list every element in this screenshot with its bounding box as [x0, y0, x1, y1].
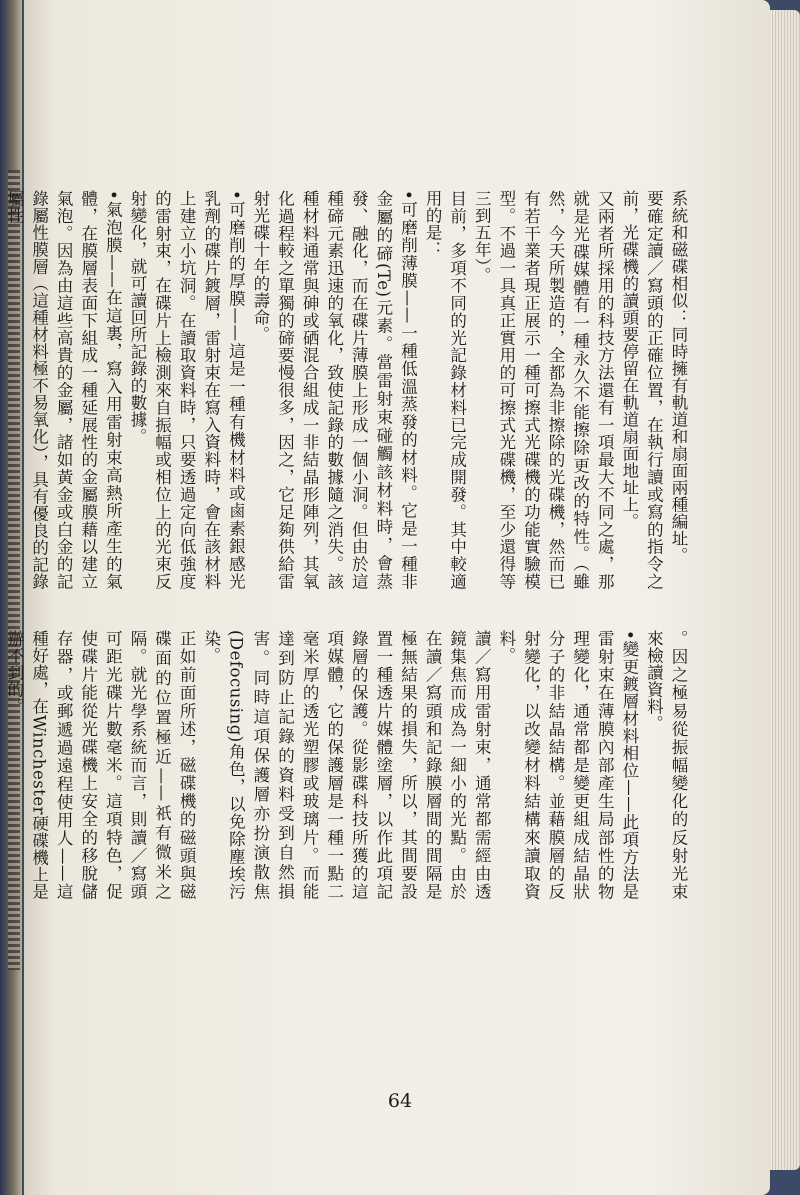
paragraph	[0, 630, 1, 900]
paragraph: •可磨削薄膜——一種低溫蒸發的材料。它是一種非金屬的碲(Te)元素。當雷射束碰觸該材料時，會蒸發、融化，而在碟片薄膜上形成一個小洞。但由於這種碲元素迅速的氧化，致使記錄的數據隨之消失。該種材料通常與砷或硒混合組成一非結晶形陣列，其氧化過程較之單獨的碲要慢很多，因之，它足夠供給雷射光碟十年的壽命。	[250, 190, 418, 590]
paragraph: •氣泡膜——在這裏，寫入用雷射束高熱所產生的氣體，在膜層表面下組成一種延展性的金屬膜藉以建立氣泡。因為由這些高貴的金屬，諸如黃金或白金的記錄屬性膜層（這種材料極不易氧化），具有優良的記錄屬性	[4, 190, 123, 590]
paragraph: 要確定讀／寫頭的正確位置，在執行讀或寫的指令之前，光碟機的讀頭要停留在軌道扇面地址上。	[619, 190, 664, 590]
paragraph: •可磨削的厚膜——這是一種有機材料或鹵素銀感光乳劑的碟片鍍層，雷射束在寫入資料時，會在該材料上建立小坑洞。在讀取資料時，只要透過定向低強度的雷射束，在碟片上檢測來自振幅或相位上的光束反射變化，就可讀回所記錄的數據。	[127, 190, 246, 590]
paragraph: 正如前面所述，磁碟機的磁頭與磁碟面的位置極近——祇有微米之隔。就光學系統而言，則讀／寫頭可距光碟片數毫米。這項特色，促使碟片能從光碟機上安全的移脫儲存器，或郵遞過遠程使用人——這種好處，在Winchester硬碟機上是辦不到的。	[4, 630, 197, 900]
paragraph: 。因之極易從振幅變化的反射光束來檢讀資料。	[644, 630, 688, 900]
page-number: 64	[387, 1090, 413, 1112]
book-page	[24, 0, 770, 1195]
paragraph: 系統和磁碟相似：同時擁有軌道和扇面兩種編址。	[669, 190, 688, 564]
paragraph: •變更鍍層材料相位——此項方法是雷射束在薄膜內部產生局部性的物理變化，通常都是變更組成結晶狀分子的非結晶結構。並藉膜層的反射變化，以改變材料結構來讀取資料。	[496, 630, 639, 900]
upper-text-column	[4, 190, 690, 590]
paragraph: 又兩者所採用的科技方法還有一項最大不同之處，那就是光碟媒體有一種永久不能擦除更改的特性。（雖然，今天所製造的，全都為非擦除的光碟機，然而已有若干業者現正展示一種可擦式光碟機的功能實驗模型。不過一具真正實用的可擦式光碟機，至少還得等三到五年）。	[472, 190, 615, 590]
lower-text-column	[4, 630, 690, 900]
paragraph: 讀／寫用雷射束，通常都需經由透鏡集焦而成為一細小的光點。由於在讀／寫頭和記錄膜層間的間隔是極無結果的損失，所以，其間要設置一種透片媒體塗層，以作此項記錄層的保護。從影碟科技所獲的這項媒體，它的保護層是一種一點二毫米厚的透光塑膠或玻璃片。而能達到防止記錄的資料受到自然損害。同時這項保護層亦扮演散焦(Defocusing)角色，以免除塵埃污染。	[201, 630, 492, 900]
paragraph: 目前，多項不同的光記錄材料已完成開發。其中較適用的是：	[423, 190, 467, 590]
